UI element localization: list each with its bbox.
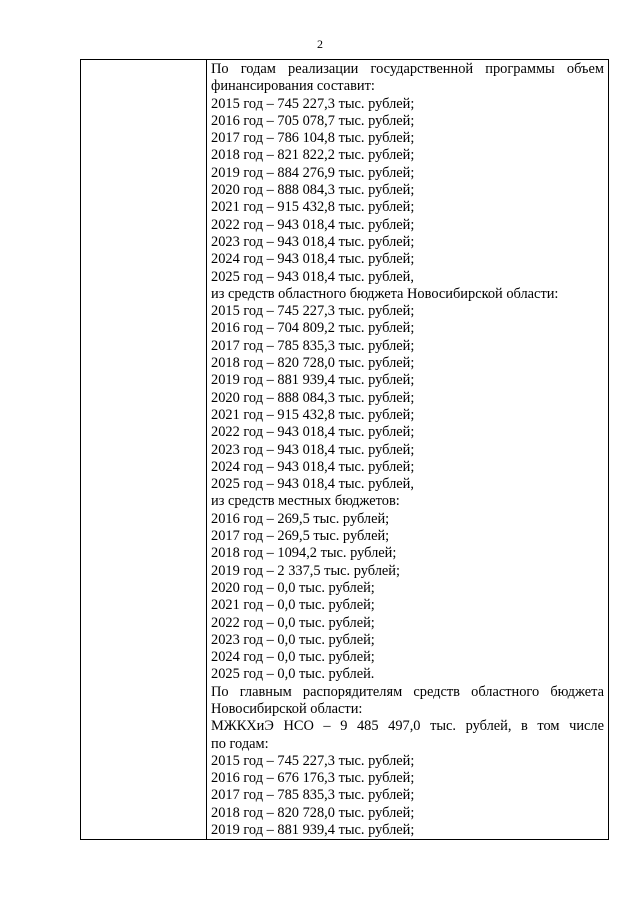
regional-year-line: 2022 год – 943 018,4 тыс. рублей; <box>211 424 415 441</box>
regional-year-line: 2023 год – 943 018,4 тыс. рублей; <box>211 441 415 458</box>
distributors-line-4: по годам: <box>211 735 269 752</box>
regional-year-line: 2020 год – 888 084,3 тыс. рублей; <box>211 389 415 406</box>
passport-table <box>80 59 609 840</box>
regional-year-line: 2016 год – 704 809,2 тыс. рублей; <box>211 320 415 337</box>
total-year-line: 2021 год – 915 432,8 тыс. рублей; <box>211 199 415 216</box>
distributors-line-2: Новосибирской области: <box>211 700 363 717</box>
regional-year-line: 2025 год – 943 018,4 тыс. рублей, <box>211 476 414 493</box>
mzhkh-year-line: 2018 год – 820 728,0 тыс. рублей; <box>211 804 415 821</box>
mzhkh-year-line: 2016 год – 676 176,3 тыс. рублей; <box>211 770 415 787</box>
intro-line-2: финансирования составит: <box>211 78 375 95</box>
total-year-line: 2024 год – 943 018,4 тыс. рублей; <box>211 251 415 268</box>
local-year-line: 2025 год – 0,0 тыс. рублей. <box>211 666 375 683</box>
page-number: 2 <box>317 37 323 51</box>
local-year-line: 2019 год – 2 337,5 тыс. рублей; <box>211 562 400 579</box>
total-year-line: 2020 год – 888 084,3 тыс. рублей; <box>211 182 415 199</box>
regional-year-line: 2021 год – 915 432,8 тыс. рублей; <box>211 406 415 423</box>
total-year-line: 2015 год – 745 227,3 тыс. рублей; <box>211 95 415 112</box>
total-year-line: 2016 год – 705 078,7 тыс. рублей; <box>211 112 415 129</box>
local-year-line: 2016 год – 269,5 тыс. рублей; <box>211 510 390 527</box>
local-year-line: 2020 год – 0,0 тыс. рублей; <box>211 579 375 596</box>
mzhkh-year-line: 2015 год – 745 227,3 тыс. рублей; <box>211 752 415 769</box>
local-year-line: 2024 год – 0,0 тыс. рублей; <box>211 649 375 666</box>
local-year-line: 2021 год – 0,0 тыс. рублей; <box>211 597 375 614</box>
regional-year-line: 2018 год – 820 728,0 тыс. рублей; <box>211 355 415 372</box>
local-year-line: 2022 год – 0,0 тыс. рублей; <box>211 614 375 631</box>
distributors-line-1: По главным распорядителям средств областного бюджета <box>211 683 604 700</box>
mzhkh-year-line: 2017 год – 785 835,3 тыс. рублей; <box>211 787 415 804</box>
local-year-line: 2023 год – 0,0 тыс. рублей; <box>211 631 375 648</box>
total-year-line: 2025 год – 943 018,4 тыс. рублей, <box>211 268 414 285</box>
total-year-line: 2019 год – 884 276,9 тыс. рублей; <box>211 164 415 181</box>
distributors-line-3: МЖКХиЭ НСО – 9 485 497,0 тыс. рублей, в том числе <box>211 718 604 735</box>
regional-year-line: 2024 год – 943 018,4 тыс. рублей; <box>211 458 415 475</box>
right-cell <box>207 60 609 840</box>
total-year-line: 2022 год – 943 018,4 тыс. рублей; <box>211 216 415 233</box>
intro-line-1: По годам реализации государственной программы объем <box>211 61 604 77</box>
regional-year-line: 2015 год – 745 227,3 тыс. рублей; <box>211 303 415 320</box>
mzhkh-year-line: 2019 год – 881 939,4 тыс. рублей; <box>211 822 415 839</box>
local-year-line: 2018 год – 1094,2 тыс. рублей; <box>211 545 397 562</box>
local-year-line: 2017 год – 269,5 тыс. рублей; <box>211 528 390 545</box>
total-year-line: 2017 год – 786 104,8 тыс. рублей; <box>211 130 415 147</box>
regional-year-line: 2019 год – 881 939,4 тыс. рублей; <box>211 372 415 389</box>
total-year-line: 2023 год – 943 018,4 тыс. рублей; <box>211 233 415 250</box>
total-year-line: 2018 год – 821 822,2 тыс. рублей; <box>211 147 415 164</box>
regional-year-line: 2017 год – 785 835,3 тыс. рублей; <box>211 337 415 354</box>
regional-heading: из средств областного бюджета Новосибирской области: <box>211 285 559 302</box>
local-heading: из средств местных бюджетов: <box>211 493 400 510</box>
table-row <box>81 60 609 840</box>
left-cell <box>81 60 207 840</box>
